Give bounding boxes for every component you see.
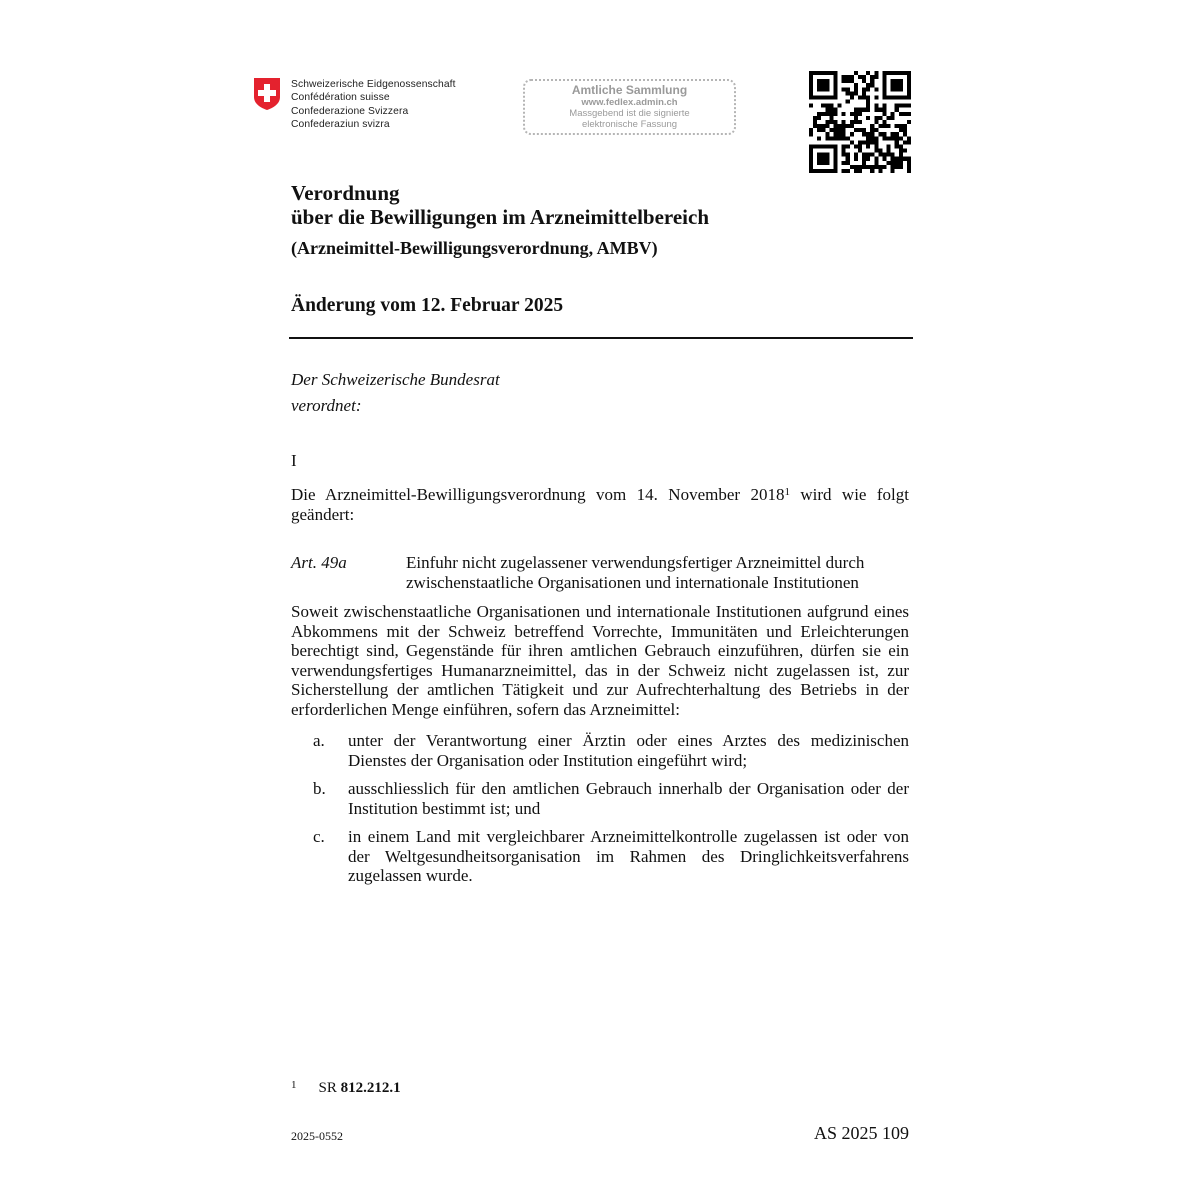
list-item: [313, 779, 909, 818]
list-item-label: b.: [313, 779, 326, 798]
confederation-name-rm: Confederaziun svizra: [291, 118, 390, 130]
preamble: [291, 367, 500, 419]
official-collection-stamp: [523, 79, 736, 135]
confederation-name-de: Schweizerische Eidgenossenschaft: [291, 79, 456, 90]
intro-text-before: Die Arzneimittel-Bewilligungsverordnung vom 14. November 2018: [291, 485, 785, 504]
qr-code-icon: [809, 71, 911, 173]
footnote-reference-link[interactable]: 812.212.1: [340, 1080, 401, 1096]
list-item-text: ausschliesslich für den amtlichen Gebrauch innerhalb der Organisation oder der Institution bestimmt ist; und: [348, 779, 909, 818]
amendment-date: Änderung vom 12. Februar 2025: [291, 295, 564, 316]
list-item-text: in einem Land mit vergleichbarer Arzneimittelkontrolle zugelassen ist oder von der Weltgesundheitsorganisation im Rahmen des Dringlichkeitsverfahrens zugelassen wurde.: [348, 827, 909, 886]
preamble-verb: verordnet:: [291, 396, 362, 415]
list-item-text: unter der Verantwortung einer Ärztin oder eines Arztes des medizinischen Dienstes der Organisation oder Institution eingeführt wird;: [348, 731, 909, 770]
preamble-authority: Der Schweizerische Bundesrat: [291, 370, 500, 389]
footnote-prefix: SR: [318, 1080, 337, 1096]
stamp-title: Amtliche Sammlung: [571, 83, 688, 97]
footnote-reference[interactable]: 1: [784, 486, 790, 498]
horizontal-rule: [289, 337, 913, 339]
intro-paragraph: [291, 485, 909, 524]
title-line-2: über die Bewilligungen im Arzneimittelbereich: [291, 205, 710, 229]
article-number: Art. 49a: [291, 553, 347, 572]
list-item-label: a.: [313, 731, 325, 750]
official-collection-reference: AS 2025 109: [813, 1123, 909, 1143]
list-item: [313, 827, 909, 886]
swiss-cross-icon: [253, 77, 281, 111]
article-body: Soweit zwischenstaatliche Organisationen und internationale Institutionen aufgrund eines Abkommens mit der Schweiz betreffend Vorrechte, Immunitäten und Erleichterungen berechtigt sind, Gegenstände für ihren amtlichen Gebrauch einzuführen, dürfen sie ein verwendungsfertiges Humanarzneimittel, das in der Schweiz nicht zugelassen ist, zur Sicherstellung der amtlichen Tätigkeit und zur Aufrechterhaltung des Betriebs in der erforderlichen Menge einführen, sofern das Arzneimittel:: [291, 602, 909, 719]
title-line-1: Verordnung: [291, 181, 400, 205]
document-number: 2025-0552: [291, 1129, 343, 1143]
footnote: [291, 1079, 401, 1098]
list-item: [313, 731, 909, 770]
confederation-name-it: Confederazione Svizzera: [291, 105, 409, 117]
stamp-note-line1: Massgebend ist die signierte: [569, 108, 690, 119]
stamp-note-line2: elektronische Fassung: [581, 119, 678, 130]
confederation-names: [291, 78, 456, 131]
section-number: I: [291, 451, 297, 470]
footnote-number: 1: [291, 1079, 297, 1091]
stamp-website: www.fedlex.admin.ch: [581, 97, 678, 108]
article-title: Einfuhr nicht zugelassener verwendungsfertiger Arzneimittel durch zwischenstaatliche Organisationen und internationale Institutionen: [406, 553, 865, 592]
list-item-label: c.: [313, 827, 325, 846]
title-line-3: (Arzneimittel-Bewilligungsverordnung, AMBV): [291, 238, 658, 258]
intro-text-after: wird wie folgt geändert:: [291, 485, 909, 524]
confederation-name-fr: Confédération suisse: [291, 92, 390, 104]
